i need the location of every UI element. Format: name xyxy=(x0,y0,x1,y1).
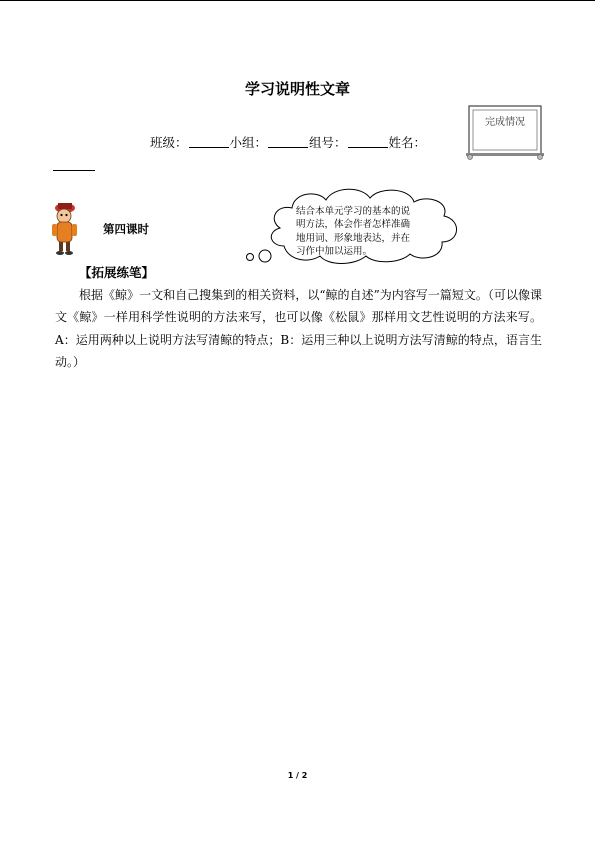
top-rule xyxy=(0,0,595,1)
group-blank[interactable] xyxy=(268,135,308,148)
page-title: 学习说明性文章 xyxy=(244,80,350,98)
student-info-line xyxy=(150,133,426,151)
class-label: 班级： xyxy=(150,135,188,150)
badge-text: 完成情况 xyxy=(485,117,525,128)
group-no-label: 组号： xyxy=(309,135,347,150)
tip-cloud-text: 结合本单元学习的基本的说明方法，体会作者怎样准确地用词、形象地表达，并在习作中加以运用。 xyxy=(296,206,411,257)
page-number: 1 / 2 xyxy=(287,771,308,780)
class-blank[interactable] xyxy=(189,135,229,148)
cartoon-student-mascot-icon xyxy=(48,200,80,256)
name-label: 姓名： xyxy=(388,135,427,150)
name-blank[interactable] xyxy=(53,158,95,171)
group-no-blank[interactable] xyxy=(348,135,388,148)
exercise-paragraph: 根据《鲸》一文和自己搜集到的相关资料，以“鲸的自述”为内容写一篇短文。（可以像课文《鲸》一样用科学性说明的方法来写，也可以像《松鼠》那样用文艺性说明的方法来写。A：运用两种以上说明方法写清鲸的特点；B：运用三种以上说明方法写清鲸的特点，语言生动。） xyxy=(55,288,542,369)
section-title: 【拓展练笔】 xyxy=(79,265,155,280)
completion-status-board-icon xyxy=(466,104,544,160)
lesson-label: 第四课时 xyxy=(103,222,149,236)
group-label: 小组： xyxy=(229,135,268,150)
